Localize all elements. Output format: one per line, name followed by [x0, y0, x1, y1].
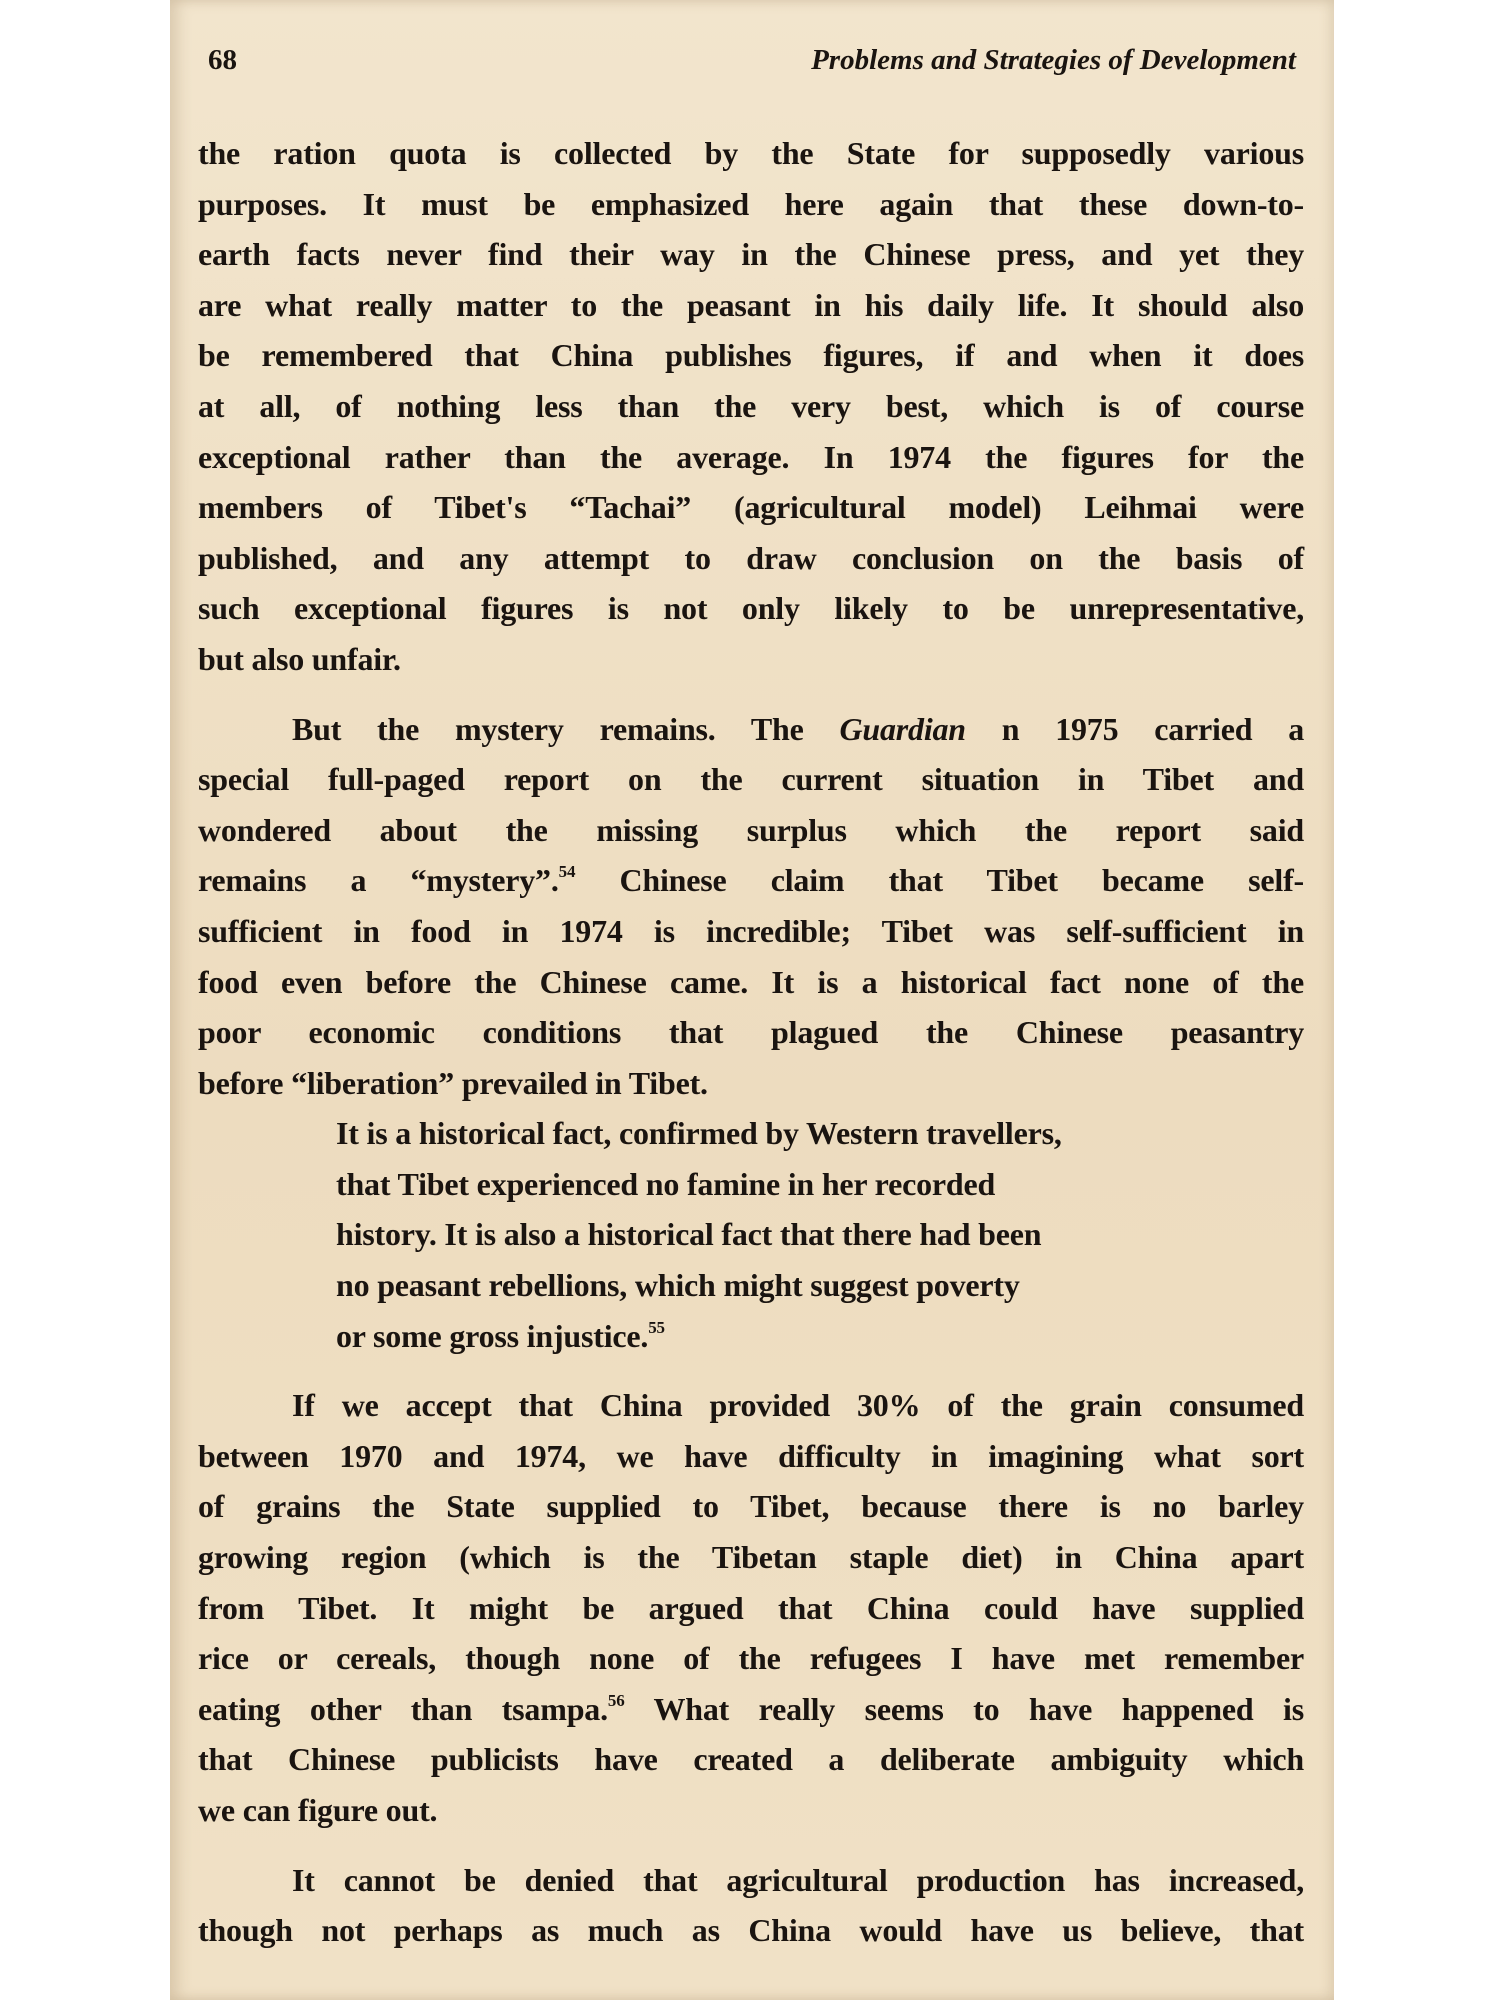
text-line: from Tibet. It might be argued that China could have supplied — [198, 1589, 1304, 1626]
text-line: purposes. It must be emphasized here again that these down-to- — [198, 185, 1304, 222]
text-line: between 1970 and 1974, we have difficulty in imagining what sort — [198, 1437, 1304, 1474]
text-line: that Chinese publicists have created a deliberate ambiguity which — [198, 1741, 1304, 1778]
text-segment: Chinese claim that Tibet became self- — [575, 862, 1304, 899]
text-line: we can figure out. — [198, 1792, 438, 1828]
paragraph-2 — [198, 704, 1304, 1109]
text-line — [198, 704, 1304, 755]
text-segment: What really seems to have happened is — [624, 1690, 1304, 1727]
text-line: that Tibet experienced no famine in her recorded — [336, 1165, 996, 1202]
text-line: be remembered that China publishes figures, if and when it does — [198, 337, 1304, 374]
footnote-ref-55: 55 — [648, 1317, 665, 1337]
text-line — [336, 1311, 1204, 1362]
footnote-ref-56: 56 — [607, 1690, 625, 1710]
book-page — [170, 0, 1334, 2000]
newspaper-title: Guardian — [839, 710, 966, 747]
text-line — [198, 1684, 1304, 1735]
text-line: though not perhaps as much as China would have us believe, that — [198, 1912, 1304, 1949]
paragraph-1 — [198, 128, 1304, 685]
paragraph-4 — [198, 1855, 1304, 1956]
text-line: but also unfair. — [198, 640, 401, 677]
text-segment: or some gross injustice. — [336, 1317, 649, 1354]
page-number: 68 — [208, 44, 237, 76]
text-line: published, and any attempt to draw conclusion on the basis of — [198, 539, 1304, 576]
footnote-ref-54: 54 — [558, 862, 576, 882]
text-line: of grains the State supplied to Tibet, because there is no barley — [198, 1488, 1304, 1525]
running-head: Problems and Strategies of Development — [811, 44, 1296, 76]
text-line: growing region (which is the Tibetan staple diet) in China apart — [198, 1539, 1304, 1576]
text-line: It is a historical fact, confirmed by Western travellers, — [336, 1115, 1062, 1152]
text-line: rice or cereals, though none of the refugees I have met remember — [198, 1640, 1304, 1677]
text-segment: But the mystery remains. The — [292, 710, 840, 747]
text-line: are what really matter to the peasant in his daily life. It should also — [198, 286, 1304, 323]
body-text — [198, 128, 1304, 1956]
text-line: at all, of nothing less than the very best, which is of course — [198, 387, 1304, 424]
text-segment: eating other than tsampa. — [198, 1690, 608, 1727]
text-line: history. It is also a historical fact that there had been — [336, 1216, 1042, 1253]
text-line: food even before the Chinese came. It is a historical fact none of the — [198, 963, 1304, 1000]
text-segment: remains a “mystery”. — [198, 862, 559, 899]
text-line: the ration quota is collected by the State for supposedly various — [198, 135, 1304, 171]
text-segment: n 1975 carried a — [965, 710, 1304, 747]
text-line: such exceptional figures is not only likely to be unrepresentative, — [198, 590, 1304, 627]
text-line — [198, 855, 1304, 906]
text-line: exceptional rather than the average. In 1974 the figures for the — [198, 438, 1304, 475]
block-quote — [336, 1108, 1204, 1361]
text-line: members of Tibet's “Tachai” (agricultural model) Leihmai were — [198, 489, 1304, 526]
text-line: poor economic conditions that plagued the Chinese peasantry — [198, 1014, 1304, 1051]
text-line: If we accept that China provided 30% of the grain consumed — [292, 1387, 1304, 1424]
text-line: It cannot be denied that agricultural production has increased, — [292, 1861, 1304, 1898]
text-line: special full-paged report on the current situation in Tibet and — [198, 761, 1304, 798]
text-line: wondered about the missing surplus which the report said — [198, 811, 1304, 848]
text-line: earth facts never find their way in the Chinese press, and yet they — [198, 236, 1304, 273]
paragraph-3 — [198, 1380, 1304, 1835]
page-header — [208, 44, 1296, 84]
text-line: before “liberation” prevailed in Tibet. — [198, 1064, 708, 1101]
text-line: no peasant rebellions, which might suggest poverty — [336, 1267, 1020, 1304]
text-line: sufficient in food in 1974 is incredible; Tibet was self-sufficient in — [198, 912, 1304, 949]
